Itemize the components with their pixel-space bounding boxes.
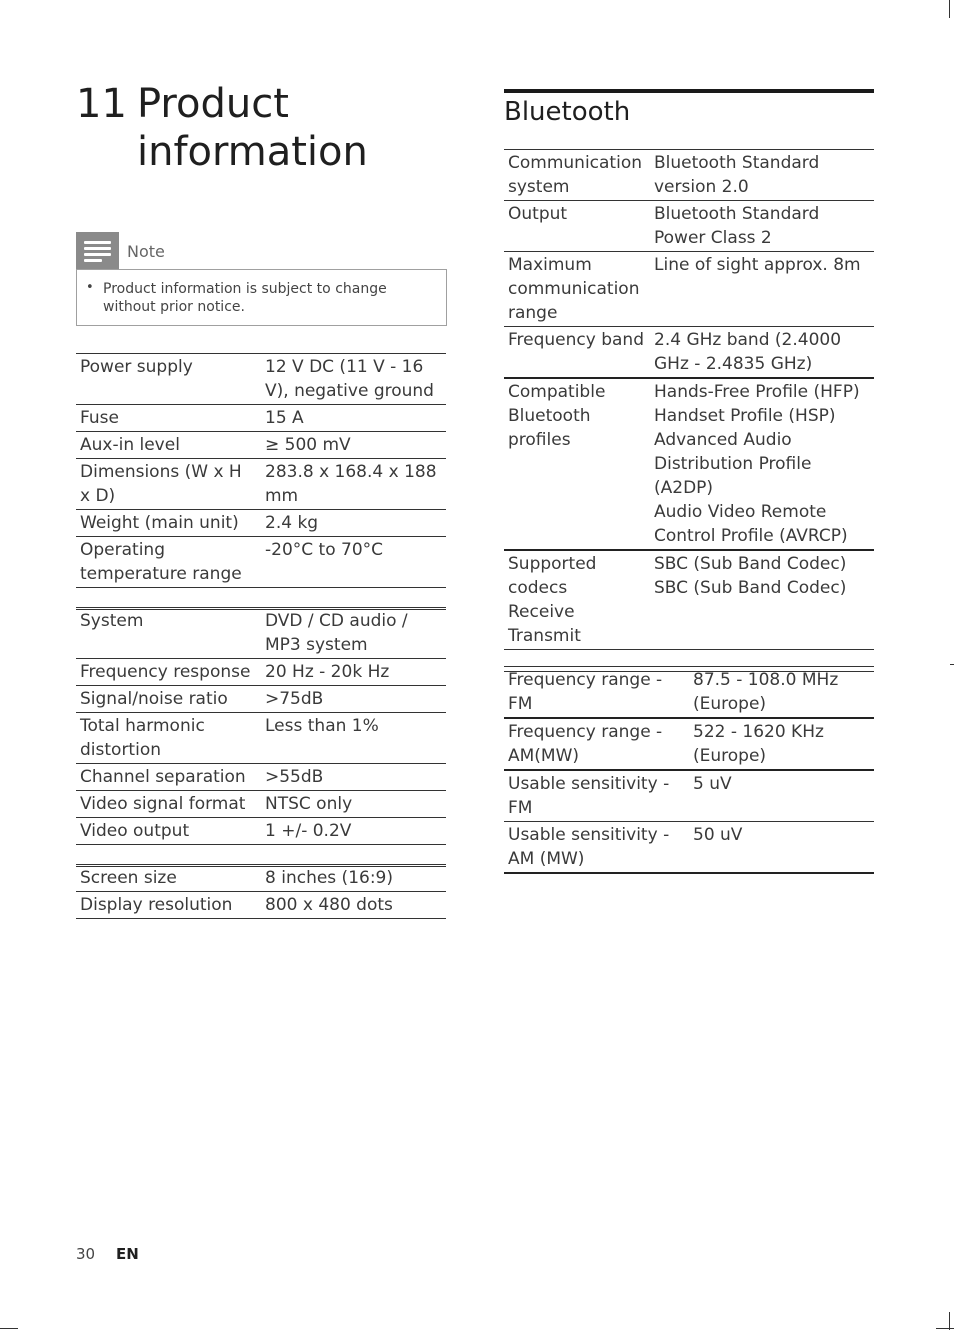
bullet-icon: • bbox=[86, 280, 94, 295]
spec-label: Usable sensitivity - FM bbox=[504, 770, 689, 822]
table-row bbox=[504, 378, 874, 550]
table-row bbox=[504, 718, 874, 770]
spec-value: 1 +/- 0.2V bbox=[261, 818, 446, 845]
spec-value: 12 V DC (11 V - 16 V), negative ground bbox=[261, 354, 446, 405]
spec-label: Video signal format bbox=[76, 791, 261, 818]
note-icon bbox=[76, 232, 119, 269]
crop-mark bbox=[0, 1328, 18, 1329]
spec-value-line: Hands-Free Profile (HFP) bbox=[654, 382, 860, 402]
table-row bbox=[504, 201, 874, 252]
spec-label: Maximum communication range bbox=[504, 252, 650, 327]
table-row bbox=[76, 432, 446, 459]
spec-label: System bbox=[76, 608, 261, 659]
note-box bbox=[76, 232, 446, 325]
table-row bbox=[504, 327, 874, 379]
table-row bbox=[504, 150, 874, 201]
crop-mark bbox=[936, 1328, 954, 1329]
spec-value: 50 uV bbox=[689, 822, 874, 874]
crop-mark bbox=[950, 664, 954, 665]
spec-value: Bluetooth Standard Power Class 2 bbox=[650, 201, 874, 252]
note-text: Product information is subject to change without prior notice. bbox=[103, 281, 387, 315]
spec-value-line: Handset Profile (HSP) bbox=[654, 406, 836, 426]
spec-value: 800 x 480 dots bbox=[261, 892, 446, 919]
spec-value: 522 - 1620 KHz (Europe) bbox=[689, 718, 874, 770]
table-row bbox=[76, 686, 446, 713]
spec-value-line: Advanced Audio Distribution Profile (A2DP) bbox=[654, 430, 812, 498]
spec-value: ≥ 500 mV bbox=[261, 432, 446, 459]
bluetooth-spec-table bbox=[504, 149, 874, 672]
language-code: EN bbox=[116, 1245, 139, 1263]
table-row bbox=[76, 459, 446, 510]
spec-label: Power supply bbox=[76, 354, 261, 405]
general-spec-table bbox=[76, 353, 446, 610]
spec-label: Weight (main unit) bbox=[76, 510, 261, 537]
spec-label: Frequency response bbox=[76, 659, 261, 686]
table-row bbox=[76, 537, 446, 588]
spec-label: Fuse bbox=[76, 405, 261, 432]
table-row bbox=[76, 659, 446, 686]
spec-value: Line of sight approx. 8m bbox=[650, 252, 874, 327]
spec-value-line: SBC (Sub Band Codec) bbox=[654, 554, 847, 574]
table-row bbox=[76, 892, 446, 919]
spec-label: Video output bbox=[76, 818, 261, 845]
screen-spec-table bbox=[76, 864, 446, 919]
spec-label: Usable sensitivity - AM (MW) bbox=[504, 822, 689, 874]
spec-label: Communication system bbox=[504, 150, 650, 201]
spec-value: >55dB bbox=[261, 764, 446, 791]
section-rule bbox=[504, 89, 874, 93]
spec-label: Frequency range - AM(MW) bbox=[504, 718, 689, 770]
tuner-spec-table bbox=[504, 666, 874, 874]
spec-value: 15 A bbox=[261, 405, 446, 432]
chapter-number: 11 bbox=[76, 81, 127, 127]
spec-value: 20 Hz - 20k Hz bbox=[261, 659, 446, 686]
spec-value: Less than 1% bbox=[261, 713, 446, 764]
table-row bbox=[504, 770, 874, 822]
table-row bbox=[76, 764, 446, 791]
table-row bbox=[76, 818, 446, 845]
spec-label: Frequency band bbox=[504, 327, 650, 379]
table-row bbox=[76, 791, 446, 818]
spec-value: -20°C to 70°C bbox=[261, 537, 446, 588]
spec-label: Dimensions (W x H x D) bbox=[76, 459, 261, 510]
table-row bbox=[76, 405, 446, 432]
spec-value: >75dB bbox=[261, 686, 446, 713]
spec-value: NTSC only bbox=[261, 791, 446, 818]
spec-label: Frequency range - FM bbox=[504, 667, 689, 719]
spec-value bbox=[650, 378, 874, 550]
spec-label: Total harmonic distortion bbox=[76, 713, 261, 764]
spec-value: 5 uV bbox=[689, 770, 874, 822]
spec-value: 283.8 x 168.4 x 188 mm bbox=[261, 459, 446, 510]
spec-value bbox=[650, 550, 874, 650]
table-row bbox=[504, 252, 874, 327]
table-row bbox=[76, 510, 446, 537]
table-row bbox=[76, 865, 446, 892]
spec-value: 2.4 GHz band (2.4000 GHz - 2.4835 GHz) bbox=[650, 327, 874, 379]
spec-label: Signal/noise ratio bbox=[76, 686, 261, 713]
spec-value-line: SBC (Sub Band Codec) bbox=[654, 578, 847, 598]
spec-value: 8 inches (16:9) bbox=[261, 865, 446, 892]
spec-label: Output bbox=[504, 201, 650, 252]
note-label: Note bbox=[127, 242, 165, 261]
table-row bbox=[504, 822, 874, 874]
spec-label: Supported codecs Receive Transmit bbox=[504, 550, 650, 650]
table-row bbox=[76, 608, 446, 659]
spec-label: Compatible Bluetooth profiles bbox=[504, 378, 650, 550]
disc-spec-table bbox=[76, 607, 446, 867]
table-row bbox=[76, 713, 446, 764]
spec-value: Bluetooth Standard version 2.0 bbox=[650, 150, 874, 201]
table-row bbox=[76, 354, 446, 405]
table-row bbox=[504, 667, 874, 719]
bluetooth-heading: Bluetooth bbox=[504, 97, 631, 127]
crop-mark bbox=[949, 0, 950, 18]
chapter-title: Product information bbox=[137, 81, 368, 175]
spec-label: Operating temperature range bbox=[76, 537, 261, 588]
page-number: 30 bbox=[76, 1245, 96, 1263]
spec-value: 87.5 - 108.0 MHz (Europe) bbox=[689, 667, 874, 719]
table-row bbox=[504, 550, 874, 650]
spec-label: Display resolution bbox=[76, 892, 261, 919]
spec-value: DVD / CD audio / MP3 system bbox=[261, 608, 446, 659]
spec-label: Aux-in level bbox=[76, 432, 261, 459]
spec-value-line: Audio Video Remote Control Profile (AVRCP) bbox=[654, 502, 848, 546]
spec-value: 2.4 kg bbox=[261, 510, 446, 537]
crop-mark bbox=[949, 1312, 950, 1330]
spec-label: Channel separation bbox=[76, 764, 261, 791]
spec-label: Screen size bbox=[76, 865, 261, 892]
